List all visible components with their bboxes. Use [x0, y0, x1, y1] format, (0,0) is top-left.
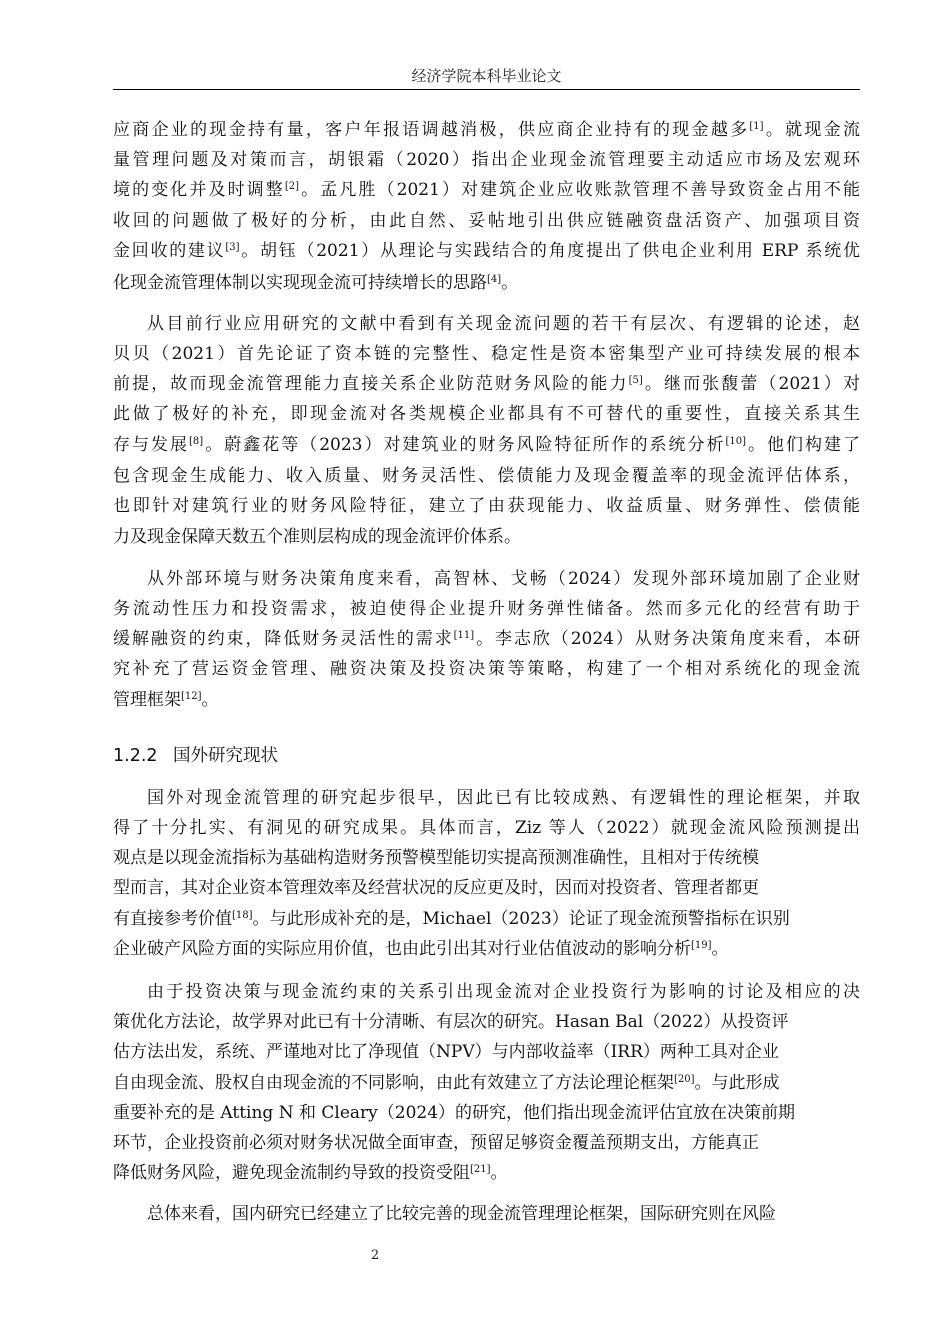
text-run: 管理框架 [113, 690, 181, 710]
text-line [113, 145, 860, 175]
text-run: 前提，故而现金流管理能力直接关系企业防范财务风险的能力 [113, 374, 629, 394]
text-line [113, 813, 860, 843]
text-line [113, 115, 860, 145]
text-run: 究补充了营运资金管理、融资决策及投资决策等策略，构建了一个相对系统化的现金流 [113, 659, 860, 679]
text-run: 策优化方法论，故学界对此已有十分清晰、有层次的研究。Hasan Bal（2022）从投资评 [113, 1012, 789, 1032]
text-run: 自由现金流、股权自由现金流的不同影响，由此有效建立了方法论理论框架 [113, 1073, 674, 1093]
citation-ref: [4] [487, 274, 502, 285]
text-line [113, 430, 860, 460]
text-run: 应商企业的现金持有量，客户年报语调越消极，供应商企业持有的现金越多 [113, 120, 750, 140]
text-line [113, 268, 518, 298]
text-line [113, 1158, 508, 1188]
text-run: 重要补充的是 Atting N 和 Cleary（2024）的研究，他们指出现金流评估宜放在决策前期 [113, 1103, 796, 1123]
text-run: 金回收的建议 [113, 241, 226, 261]
text-line [113, 594, 860, 624]
citation-ref: [8] [189, 436, 204, 447]
citation-ref: [19] [691, 940, 712, 951]
text-run: 估方法出发，系统、严谨地对比了净现值（NPV）与内部收益率（IRR）两种工具对企业 [113, 1042, 779, 1062]
text-line [147, 783, 860, 813]
text-run: 力及现金保障天数五个准则层构成的现金流评价体系。 [113, 527, 521, 547]
text-run: 也即针对建筑行业的财务风险特征，建立了由获现能力、收益质量、财务弹性、偿债能 [113, 496, 860, 516]
text-line [147, 977, 860, 1007]
text-run: 包含现金生成能力、收入质量、财务灵活性、偿债能力及现金覆盖率的现金流评估体系， [113, 466, 860, 486]
text-run: 国外对现金流管理的研究起步很早，因此已有比较成熟、有逻辑性的理论框架，并取 [147, 788, 860, 808]
text-run: 环节，企业投资前必须对财务状况做全面审查，预留足够资金覆盖预期支出，方能真正 [113, 1133, 759, 1153]
header-rule [113, 89, 860, 90]
text-run: 。李志欣（2024）从财务决策角度来看，本研 [474, 629, 860, 649]
text-line [113, 654, 860, 684]
citation-ref: [18] [232, 910, 253, 921]
text-run: 企业破产风险方面的实际应用价值，也由此引出其对行业估值波动的影响分析 [113, 939, 691, 959]
text-run: 存与发展 [113, 435, 190, 455]
text-run: 收回的问题做了极好的分析，由此自然、妥帖地引出供应链融资盘活资产、加强项目资 [113, 211, 860, 231]
citation-ref: [20] [674, 1074, 695, 1085]
text-run: 境的变化并及时调整 [113, 180, 285, 200]
text-run: 从外部环境与财务决策角度来看，高智林、戈畅（2024）发现外部环境加剧了企业财 [147, 569, 860, 589]
text-run: 有直接参考价值 [113, 909, 232, 929]
citation-ref: [5] [628, 375, 643, 386]
text-line [113, 685, 219, 715]
text-line [113, 399, 860, 429]
page-header-title: 经济学院本科毕业论文 [411, 67, 562, 85]
text-line [113, 904, 790, 934]
text-run: 贝贝（2021）首先论证了资本链的完整性、稳定性是资本密集型产业可持续发展的根本 [113, 344, 860, 364]
text-run: 。蔚鑫花等（2023）对建筑业的财务风险特征所作的系统分析 [203, 435, 726, 455]
text-line [113, 1098, 795, 1128]
text-line [147, 309, 860, 339]
text-run: 型而言，其对企业资本管理效率及经营状况的反应更及时，因而对投资者、管理者都更 [113, 878, 759, 898]
citation-ref: [11] [453, 630, 475, 641]
text-line [113, 843, 759, 873]
section-heading [113, 741, 278, 771]
text-run: 。 [490, 1163, 508, 1183]
text-run: 量管理问题及对策而言，胡银霜（2020）指出企业现金流管理要主动适应市场及宏观环 [113, 150, 860, 170]
text-run: 。与此形成补充的是，Michael（2023）论证了现金流预警指标在识别 [252, 909, 790, 929]
citation-ref: [12] [181, 691, 202, 702]
text-line [113, 1037, 779, 1067]
text-run: 观点是以现金流指标为基础构造财务预警模型能切实提高预测准确性，且相对于传统模 [113, 848, 759, 868]
text-run: 。就现金流 [763, 120, 861, 140]
citation-ref: [21] [470, 1164, 491, 1175]
text-run: 化现金流管理体制以实现现金流可持续增长的思路 [113, 273, 487, 293]
text-line [113, 175, 860, 205]
text-line [113, 1007, 789, 1037]
text-line [113, 522, 521, 552]
text-run: 务流动性压力和投资需求，被迫使得企业提升财务弹性储备。然而多元化的经营有助于 [113, 599, 860, 619]
text-line [113, 206, 860, 236]
citation-ref: [10] [725, 436, 747, 447]
text-line [113, 236, 860, 266]
text-run: 总体来看，国内研究已经建立了比较完善的现金流管理理论框架，国际研究则在风险 [147, 1204, 776, 1224]
text-line [113, 1068, 780, 1098]
text-run: 。孟凡胜（2021）对建筑企业应收账款管理不善导致资金占用不能 [299, 180, 861, 200]
text-line [113, 461, 860, 491]
text-run: 。他们构建了 [746, 435, 861, 455]
text-run: 得了十分扎实、有洞见的研究成果。具体而言，Ziz 等人（2022）就现金流风险预测提出 [113, 818, 860, 838]
text-line [113, 624, 860, 654]
text-run: 。继而张馥蕾（2021）对 [642, 374, 861, 394]
text-run: 。胡钰（2021）从理论与实践结合的角度提出了供电企业利用 ERP 系统优 [239, 241, 861, 261]
section-title: 国外研究现状 [173, 746, 278, 766]
text-run: 。 [711, 939, 729, 959]
text-line [147, 1199, 776, 1229]
text-line [113, 491, 860, 521]
text-run: 。与此形成 [694, 1073, 780, 1093]
text-run: 。 [201, 690, 219, 710]
text-run: 从目前行业应用研究的文献中看到有关现金流问题的若干有层次、有逻辑的论述，赵 [147, 314, 860, 334]
text-line [113, 369, 860, 399]
section-number: 1.2.2 [113, 746, 158, 766]
citation-ref: [1] [749, 121, 764, 132]
citation-ref: [3] [225, 242, 240, 253]
text-line [113, 1128, 759, 1158]
citation-ref: [2] [284, 181, 300, 192]
text-run: 降低财务风险，避免现金流制约导致的投资受阻 [113, 1163, 470, 1183]
text-run: 缓解融资的约束，降低财务灵活性的需求 [113, 629, 454, 649]
page-number: 2 [370, 1248, 380, 1263]
text-run: 由于投资决策与现金流约束的关系引出现金流对企业投资行为影响的讨论及相应的决 [147, 982, 860, 1002]
text-line [147, 564, 860, 594]
text-line [113, 339, 860, 369]
text-line [113, 934, 729, 964]
text-line [113, 873, 759, 903]
text-run: 。 [501, 273, 519, 293]
text-run: 此做了极好的补充，即现金流对各类规模企业都具有不可替代的重要性，直接关系其生 [113, 404, 860, 424]
